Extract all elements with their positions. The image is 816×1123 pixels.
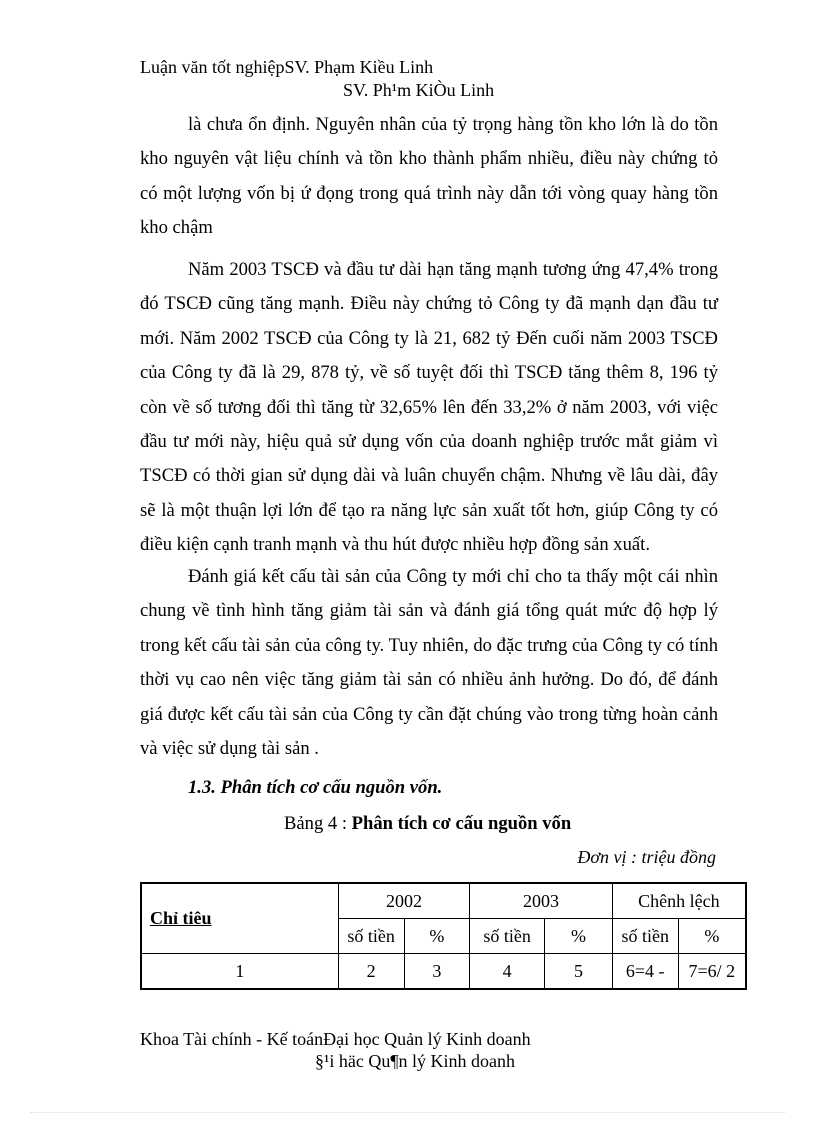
- index-cell: 6=4 -: [612, 954, 678, 990]
- capital-structure-table: [140, 882, 747, 990]
- table-title: [284, 813, 571, 835]
- index-cell: 1: [141, 954, 338, 990]
- table-header-row: [141, 883, 746, 919]
- header-line-2: SV. Ph¹m KiÒu Linh: [343, 80, 495, 100]
- index-cell: 3: [404, 954, 470, 990]
- group-header-2003: 2003: [470, 883, 613, 919]
- subheader-cell: %: [545, 919, 613, 954]
- subheader-cell: số tiền: [470, 919, 545, 954]
- paragraph-text: Năm 2003 TSCĐ và đầu tư dài hạn tăng mạnh tương ứng 47,4% trong đó TSCĐ cũng tăng mạnh. Điều này chứng tỏ Công ty đã mạnh dạn đầu tư mới. Năm 2002 TSCĐ của Công ty là 21, 682 tỷ Đến cuối năm 2003 TSCĐ của Công ty đã là 29, 878 tỷ, về số tuyệt đối thì TSCĐ tăng thêm 8, 196 tỷ còn về số tương đối thì tăng từ 32,65% lên đến 33,2% ở năm 2003, với việc đầu tư mới này, hiệu quả sử dụng vốn của doanh nghiệp trước mắt giảm vì TSCĐ có thời gian sử dụng dài và luân chuyển chậm. Nhưng về lâu dài, đây sẽ là một thuận lợi lớn để tạo ra năng lực sản xuất tốt hơn, giúp Công ty có điều kiện cạnh tranh mạnh và thu hút được nhiều hợp đồng sản xuất.: [140, 259, 718, 556]
- paragraph-2: [140, 253, 718, 563]
- index-cell: 5: [545, 954, 613, 990]
- index-cell: 2: [338, 954, 404, 990]
- subheader-cell: số tiền: [338, 919, 404, 954]
- index-cell: 4: [470, 954, 545, 990]
- paragraph-1: [140, 108, 718, 246]
- unit-label: Đơn vị : triệu đồng: [577, 847, 716, 867]
- footer-line-2: §¹i häc Qu¶n lý Kinh doanh: [315, 1051, 516, 1071]
- table-title-text: Phân tích cơ cấu nguồn vốn: [351, 813, 572, 834]
- table-title-prefix: Bảng 4 :: [284, 813, 352, 834]
- section-heading: 1.3. Phân tích cơ cấu nguồn vốn.: [188, 777, 443, 798]
- footer-line-1: Khoa Tài chính - Kế toánĐại học Quản lý Kinh doanh: [140, 1029, 531, 1049]
- row-header-cell: Chỉ tiêu: [141, 883, 338, 954]
- subheader-cell: %: [678, 919, 746, 954]
- page-bottom-divider: [30, 1112, 786, 1113]
- header-line-1: Luận văn tốt nghiệpSV. Phạm Kiều Linh: [140, 57, 434, 77]
- group-header-2002: 2002: [338, 883, 470, 919]
- subheader-cell: %: [404, 919, 470, 954]
- paragraph-text: là chưa ổn định. Nguyên nhân của tỷ trọng hàng tồn kho lớn là do tồn kho nguyên vật liệu chính và tồn kho thành phẩm nhiều, điều này chứng tỏ có một lượng vốn bị ứ đọng trong quá trình này dẫn tới vòng quay hàng tồn kho chậm: [140, 114, 718, 239]
- subheader-cell: số tiền: [612, 919, 678, 954]
- group-header-difference: Chênh lệch: [612, 883, 746, 919]
- paragraph-text: Đánh giá kết cấu tài sản của Công ty mới chỉ cho ta thấy một cái nhìn chung về tình hình tăng giảm tài sản và đánh giá tổng quát mức độ hợp lý trong kết cấu tài sản của công ty. Tuy nhiên, do đặc trưng của Công ty có tính thời vụ cao nên việc tăng giảm tài sản có nhiều ảnh hưởng. Do đó, để đánh giá được kết cấu tài sản của Công ty cần đặt chúng vào trong từng hoàn cảnh và việc sử dụng tài sản .: [140, 566, 718, 760]
- paragraph-3: [140, 560, 718, 766]
- index-cell: 7=6/ 2: [678, 954, 746, 990]
- table-index-row: [141, 954, 746, 990]
